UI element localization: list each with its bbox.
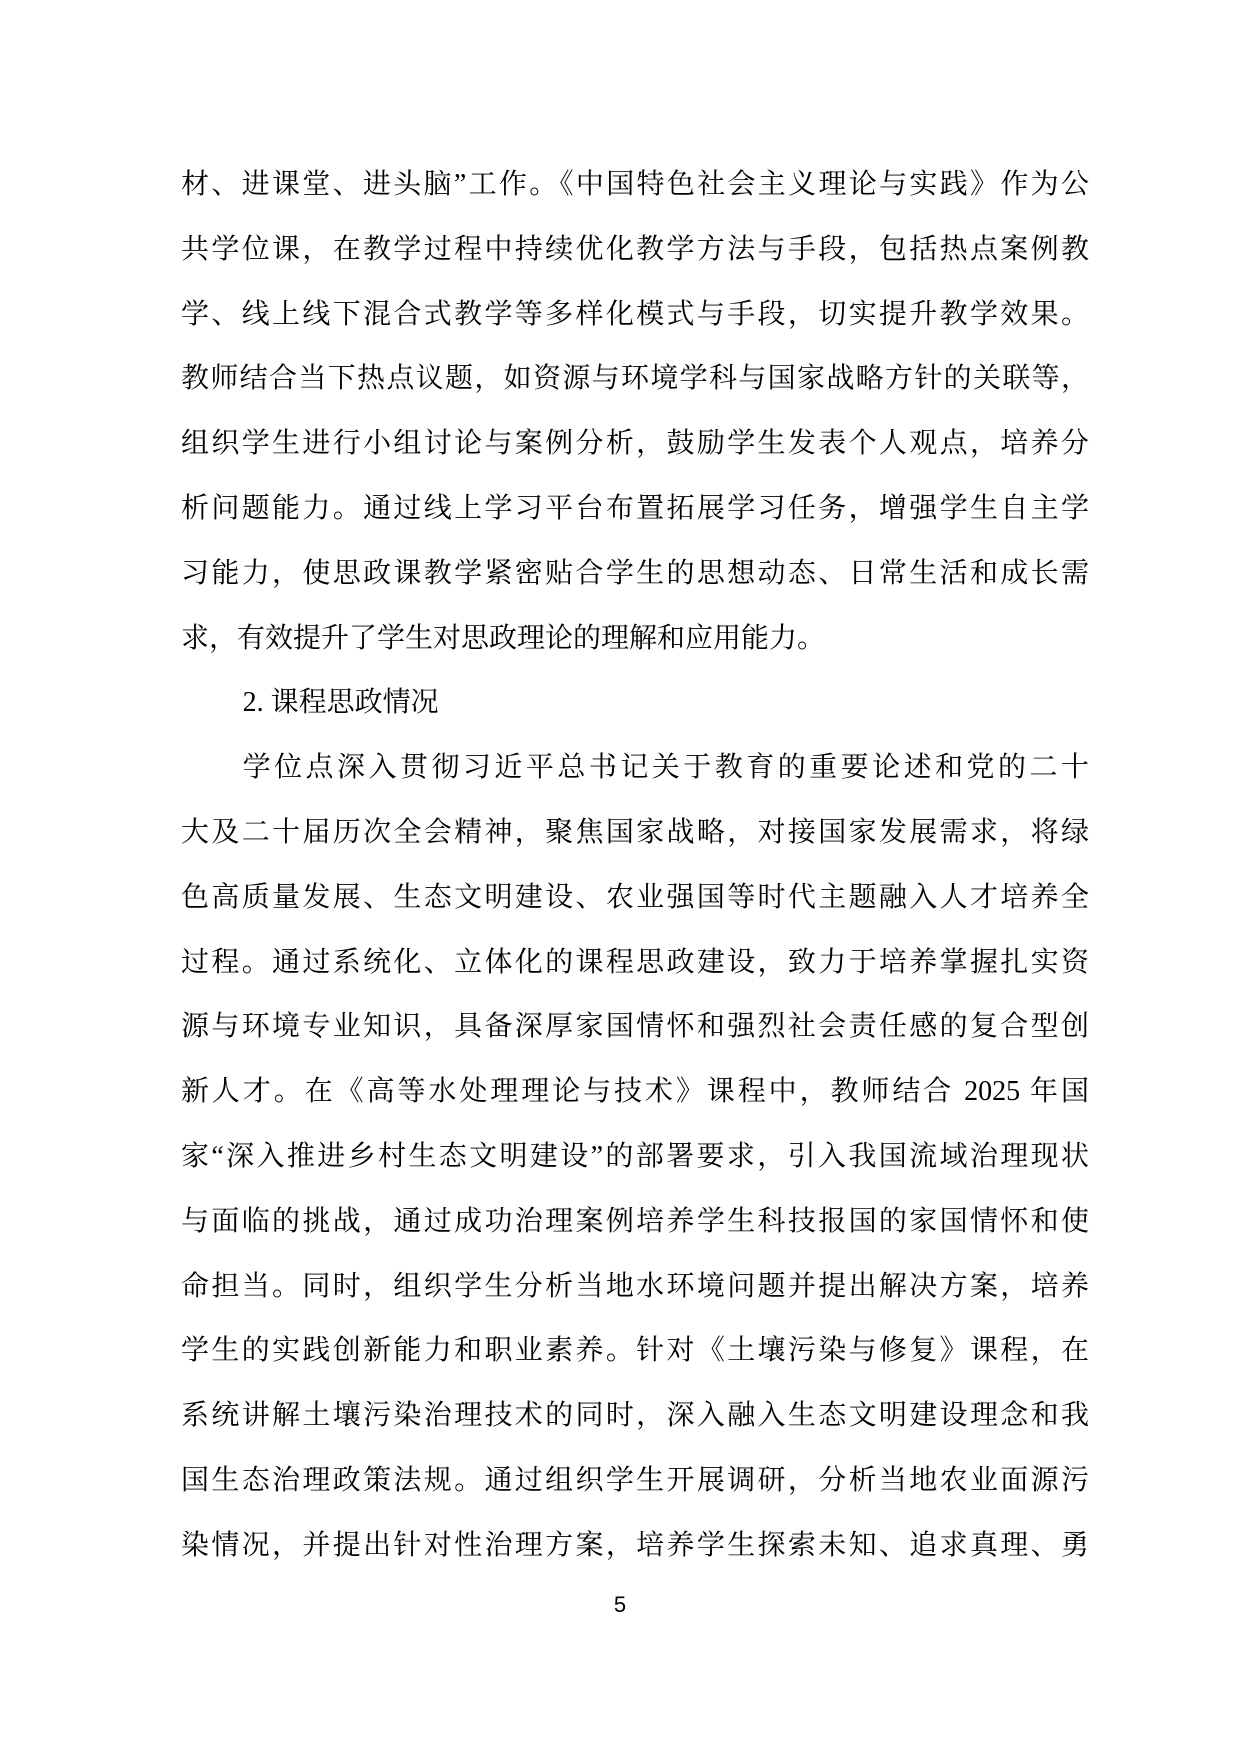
text-line: 系统讲解土壤污染治理技术的同时，深入融入生态文明建设理念和我 [181,1400,1089,1432]
text-line: 国生态治理政策法规。通过组织学生开展调研，分析当地农业面源污 [181,1464,1089,1496]
text-line: 过程。通过系统化、立体化的课程思政建设，致力于培养掌握扎实资 [181,946,1089,978]
text-line: 习能力，使思政课教学紧密贴合学生的思想动态、日常生活和成长需 [181,557,1089,589]
text-line: 共学位课，在教学过程中持续优化教学方法与手段，包括热点案例教 [181,233,1089,265]
document-body-text [181,153,1089,1579]
text-line: 组织学生进行小组讨论与案例分析，鼓励学生发表个人观点，培养分 [181,428,1089,460]
text-line: 与面临的挑战，通过成功治理案例培养学生科技报国的家国情怀和使 [181,1205,1089,1237]
text-line: 教师结合当下热点议题，如资源与环境学科与国家战略方针的关联等， [181,363,1089,395]
section-heading: 2. 课程思政情况 [242,687,439,719]
text-line: 析问题能力。通过线上学习平台布置拓展学习任务，增强学生自主学 [181,492,1089,524]
text-line: 命担当。同时，组织学生分析当地水环境问题并提出解决方案，培养 [181,1270,1089,1302]
text-line: 材、进课堂、进头脑”工作。《中国特色社会主义理论与实践》作为公 [181,169,1089,200]
text-line: 家“深入推进乡村生态文明建设”的部署要求，引入我国流域治理现状 [181,1140,1089,1172]
paragraph-last-line: 求，有效提升了学生对思政理论的理解和应用能力。 [181,622,826,654]
text-line: 新人才。在《高等水处理理论与技术》课程中，教师结合 2025 年国 [181,1076,1089,1108]
text-line: 染情况，并提出针对性治理方案，培养学生探索未知、追求真理、勇 [181,1529,1089,1561]
text-line: 大及二十届历次全会精神，聚焦国家战略，对接国家发展需求，将绿 [181,816,1089,848]
page-number: 5 [613,1592,627,1617]
text-line: 学、线上线下混合式教学等多样化模式与手段，切实提升教学效果。 [181,298,1089,330]
text-line: 学生的实践创新能力和职业素养。针对《土壤污染与修复》课程，在 [181,1335,1089,1367]
text-line: 色高质量发展、生态文明建设、农业强国等时代主题融入人才培养全 [181,881,1089,913]
text-line: 源与环境专业知识，具备深厚家国情怀和强烈社会责任感的复合型创 [181,1011,1089,1043]
paragraph-first-line: 学位点深入贯彻习近平总书记关于教育的重要论述和党的二十 [242,752,1089,784]
